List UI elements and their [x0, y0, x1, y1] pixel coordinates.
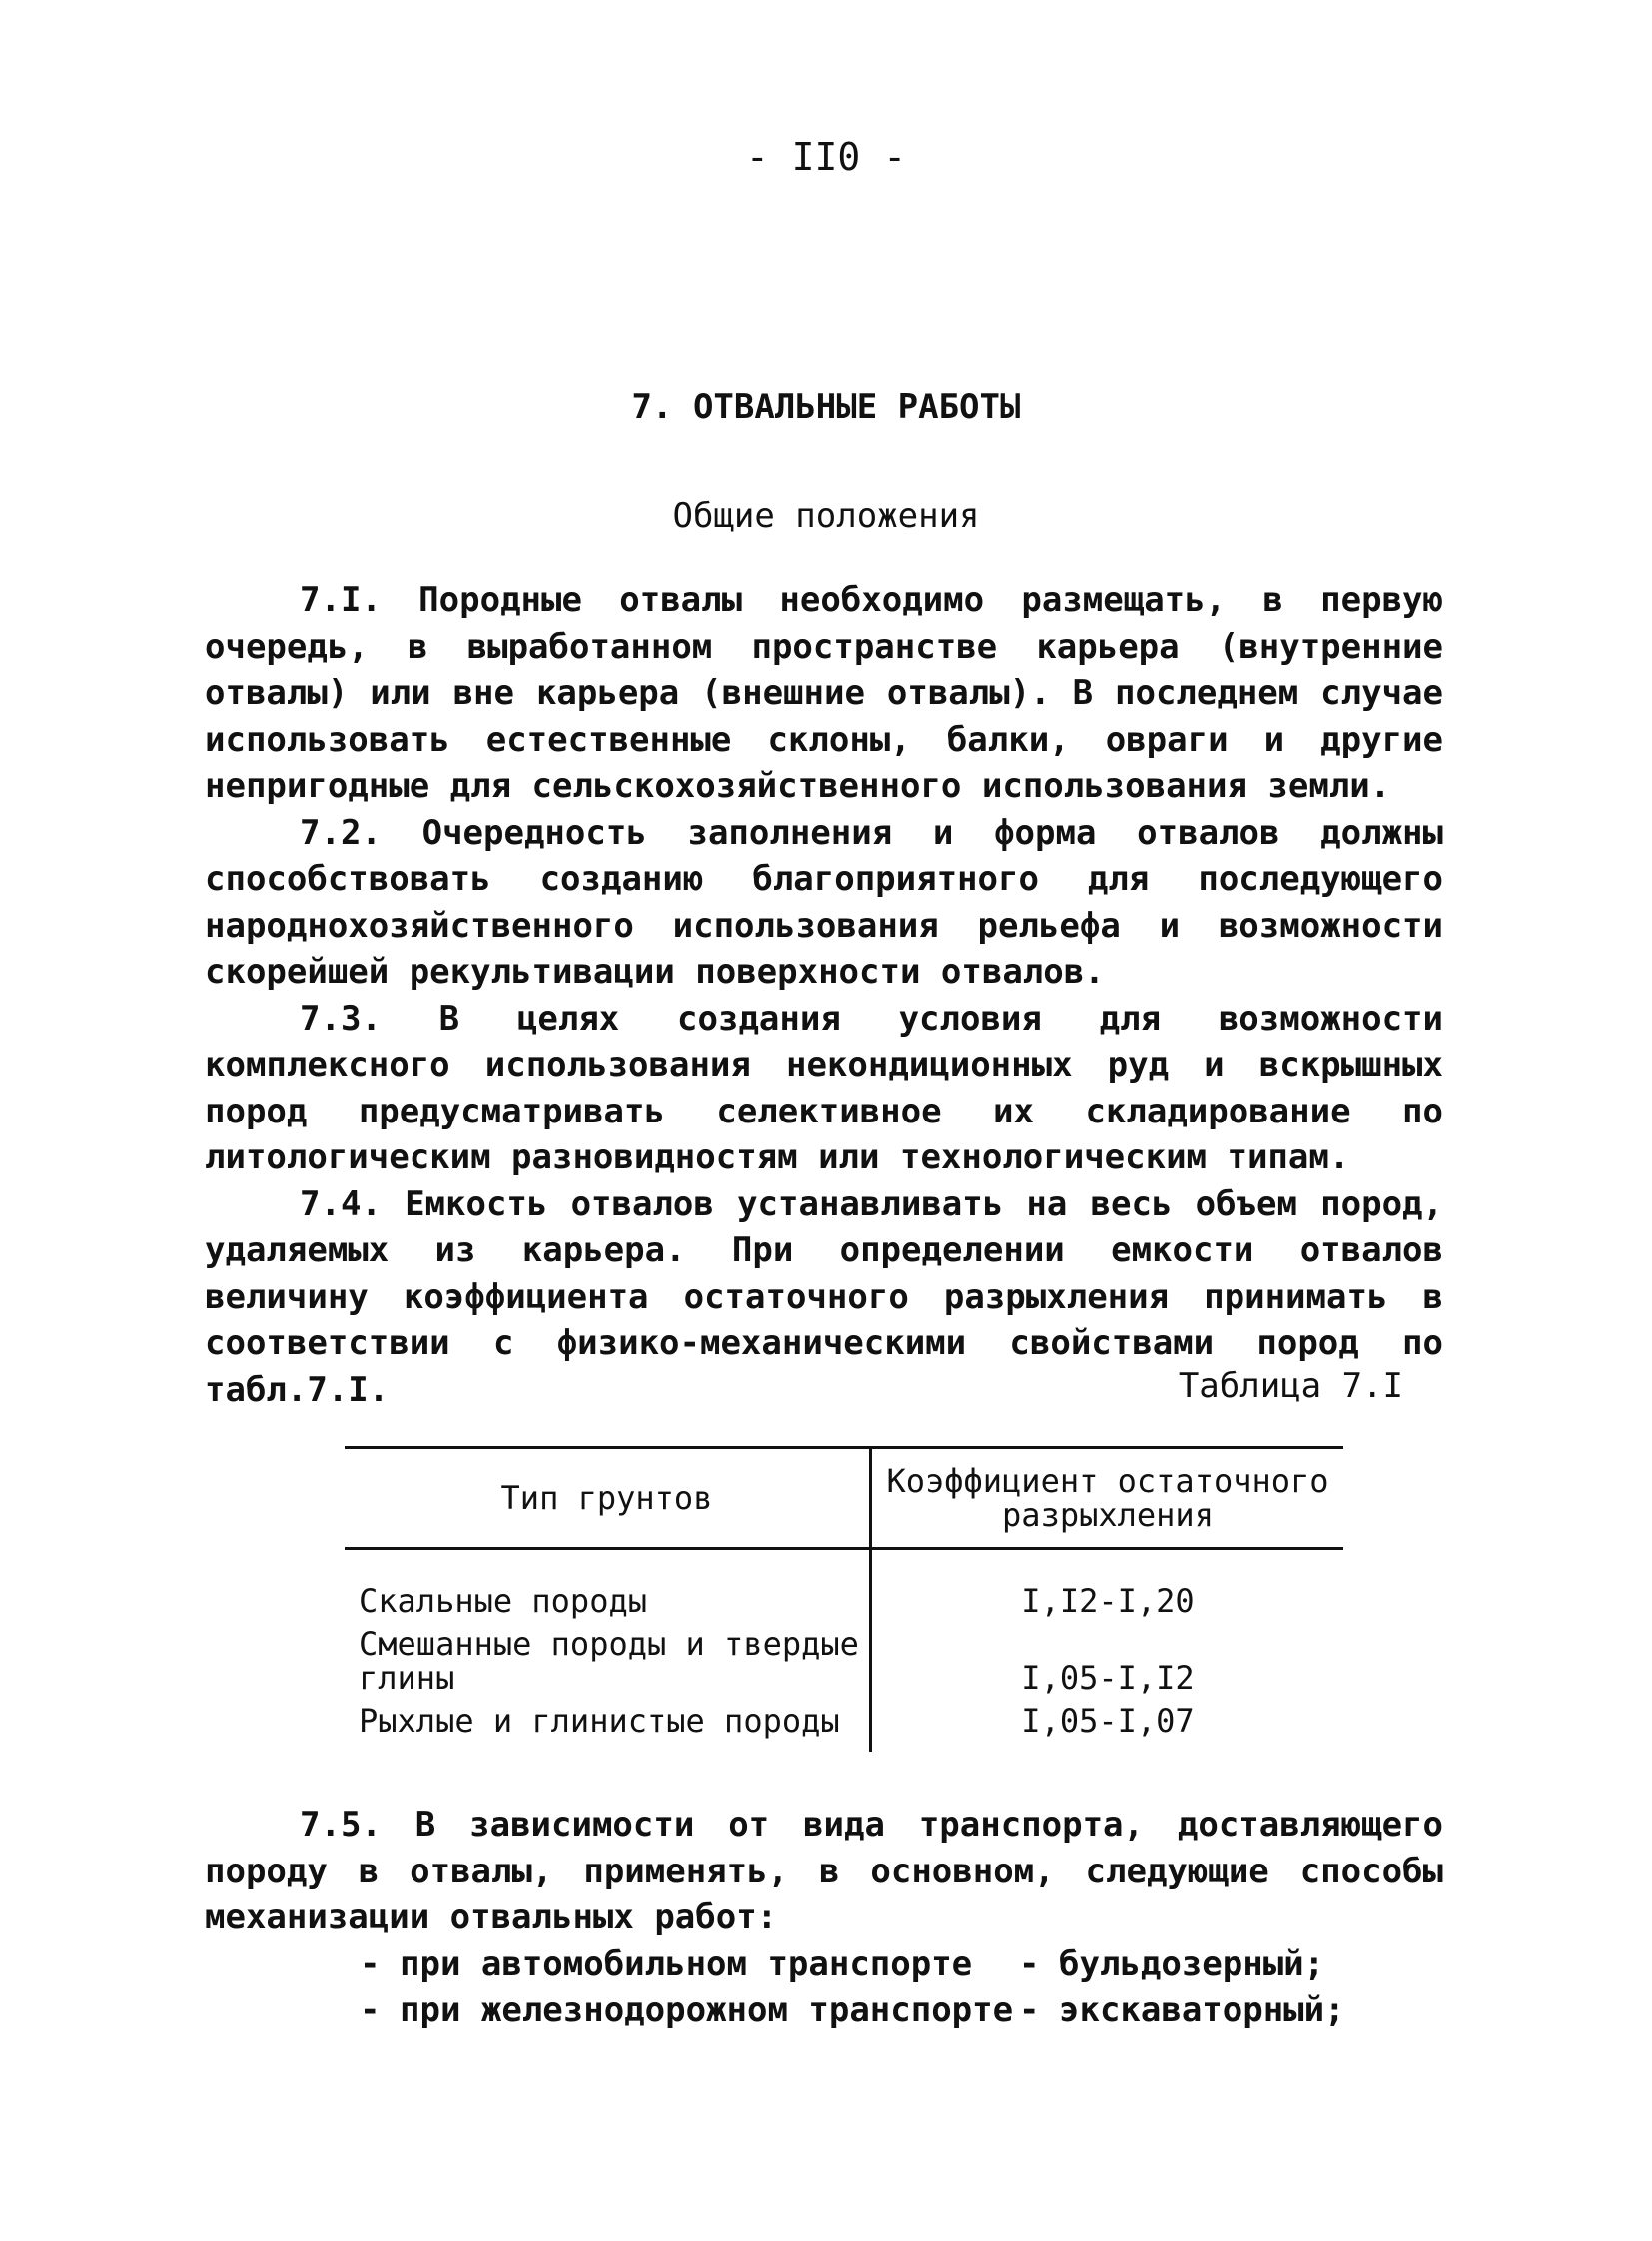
cell-soil-type: Смешанные породы и твердые глины [345, 1619, 871, 1696]
list-method: экскаваторный; [1059, 1990, 1345, 2030]
page-number: - II0 - [745, 135, 907, 179]
list-dash: - [360, 1990, 381, 2030]
table-caption: Таблица 7.I [1178, 1366, 1403, 1406]
list-transport: при железнодорожном транспорте [400, 1990, 1014, 2030]
paragraph-7-1: 7.I. Породные отвалы необходимо размещать, в первую очередь, в выработанном пространстве карьера (внутренние отвалы) или вне карьера (внешние отвалы). В последнем случае использовать естественные склоны, балки, овраги и другие непригодные для сельскохозяйственного использования земли. [205, 580, 1443, 806]
cell-coefficient: I,05-I,I2 [1021, 1659, 1195, 1697]
mechanization-list [205, 1941, 1443, 2034]
paragraph-7-4: 7.4. Емкость отвалов устанавливать на весь объем пород, удаляемых из карьера. При определении емкости отвалов величину коэффициента остаточного разрыхления принимать в соответствии с физико-механическими свойствами пород по табл.7.I. [205, 1183, 1443, 1410]
body-text-continued [205, 1802, 1443, 2034]
paragraph-7-3: 7.3. В целях создания условия для возможности комплексного использования некондиционных руд и вскрышных пород предусматривать селективное их складирование по литологическим разновидностям или технологическим типам. [205, 998, 1443, 1177]
list-item [360, 1987, 1443, 2034]
cell-soil-type: Рыхлые и глинистые породы [345, 1696, 871, 1752]
paragraph-7-5: 7.5. В зависимости от вида транспорта, доставляющего породу в отвалы, применять, в основном, следующие способы механизации отвальных работ: [205, 1805, 1443, 1937]
list-transport: при автомобильном транспорте [400, 1943, 973, 1984]
cell-coefficient: I,05-I,07 [1021, 1702, 1195, 1740]
section-title: 7. ОТВАЛЬНЫЕ РАБОТЫ [631, 387, 1021, 427]
table-row [345, 1619, 1343, 1696]
subsection-title: Общие положения [672, 496, 980, 536]
cell-soil-type: Скальные породы [345, 1576, 871, 1619]
list-dash: - [1019, 1990, 1040, 2030]
list-dash: - [1019, 1943, 1040, 1984]
coefficient-table [345, 1446, 1343, 1752]
header-coefficient: Коэффициент остаточного разрыхления [871, 1448, 1344, 1549]
list-item [360, 1941, 1443, 1988]
header-soil-type: Тип грунтов [345, 1448, 871, 1549]
list-method: бульдозерный; [1059, 1943, 1325, 1984]
list-dash: - [360, 1943, 381, 1984]
body-text [205, 577, 1443, 1413]
table-header-row [345, 1448, 1343, 1549]
paragraph-7-2: 7.2. Очередность заполнения и форма отвалов должны способствовать созданию благоприятного для последующего народнохозяйственного использования рельефа и возможности скорейшей рекультивации поверхности отвалов. [205, 812, 1443, 992]
cell-coefficient: I,I2-I,20 [1021, 1582, 1195, 1620]
table-row [345, 1696, 1343, 1752]
table-row [345, 1576, 1343, 1619]
